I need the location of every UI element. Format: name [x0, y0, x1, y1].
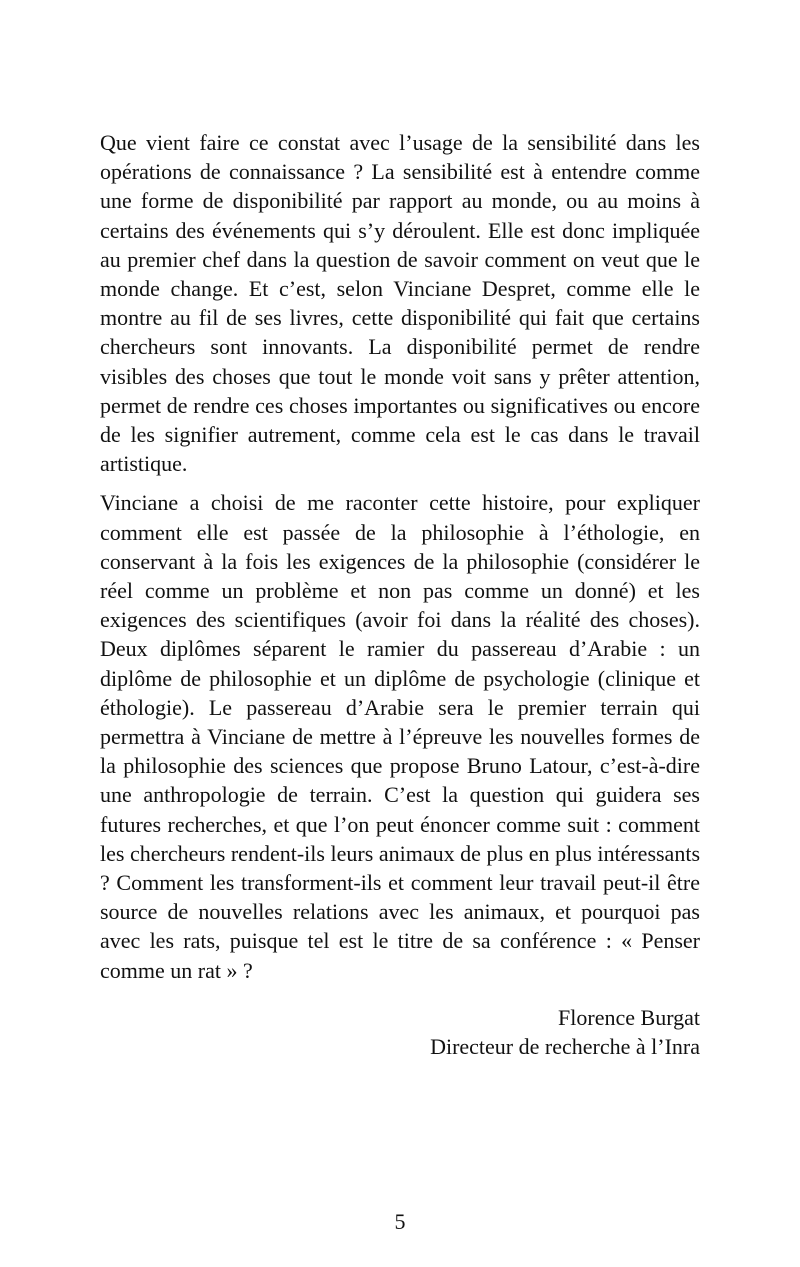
paragraph-1: Que vient faire ce constat avec l’usage de la sensibilité dans les opérations de connaissance ? La sensibilité est à entendre comme une forme de disponibilité par rapport au monde, ou au moins à certains des événements qui s’y déroulent. Elle est donc impliquée au premier chef dans la question de savoir comment on veut que le monde change. Et c’est, selon Vinciane Despret, comme elle le montre au fil de ses livres, cette disponibilité qui fait que certains chercheurs sont innovants. La disponibilité permet de rendre visibles des choses que tout le monde voit sans y prêter attention, permet de rendre ces choses importantes ou significatives ou encore de les signifier autrement, comme cela est le cas dans le travail artistique. — [100, 130, 700, 477]
signature-title: Directeur de recherche à l’Inra — [430, 1034, 700, 1060]
page-body — [100, 128, 700, 1062]
paragraph-2: Vinciane a choisi de me raconter cette histoire, pour expliquer comment elle est passée de la philosophie à l’éthologie, en conservant à la fois les exigences de la philosophie (considérer le réel comme un problème et non pas comme un donné) et les exigences des scientifiques (avoir foi dans la réalité des choses). Deux diplômes séparent le ramier du passereau d’Arabie : un diplôme de philosophie et un diplôme de psychologie (clinique et éthologie). Le passereau d’Arabie sera le premier terrain qui permettra à Vinciane de mettre à l’épreuve les nouvelles formes de la philosophie des sciences que propose Bruno Latour, c’est-à-dire une anthropologie de terrain. C’est la question qui guidera ses futures recherches, et que l’on peut énoncer comme suit : comment les chercheurs rendent-ils leurs animaux de plus en plus intéressants ? Comment les transforment-ils et comment leur travail peut-il être source de nouvelles relations avec les animaux, et pourquoi pas avec les rats, puisque tel est le titre de sa conférence : « Penser comme un rat » ? — [100, 490, 700, 983]
page-number: 5 — [394, 1209, 406, 1234]
signature-block — [100, 1003, 700, 1062]
signature-name: Florence Burgat — [558, 1004, 700, 1030]
